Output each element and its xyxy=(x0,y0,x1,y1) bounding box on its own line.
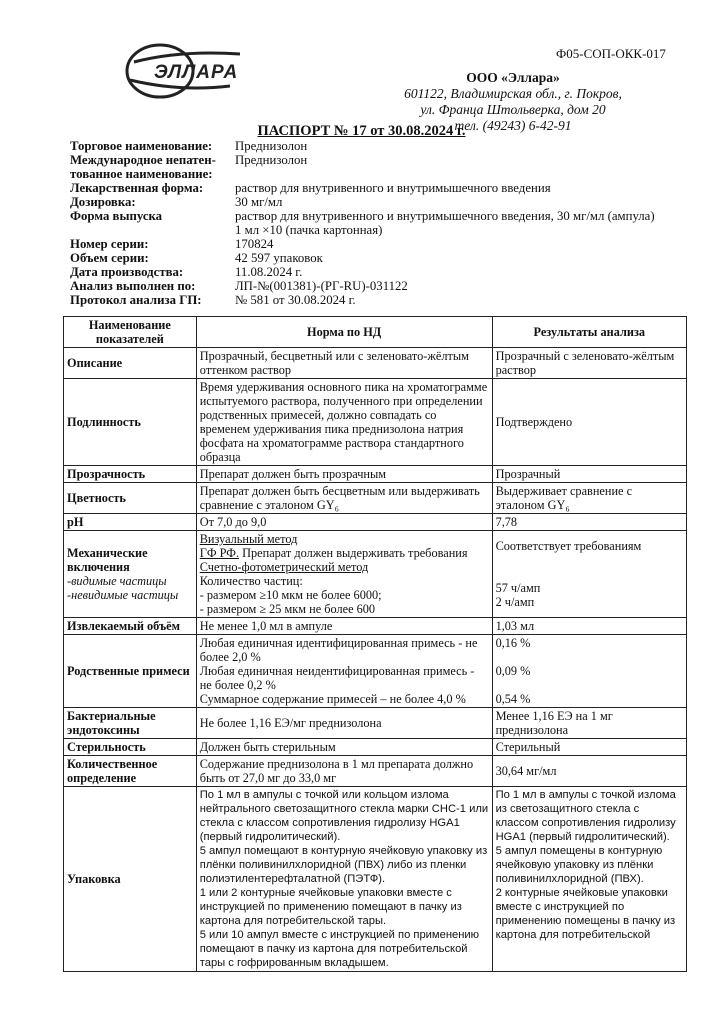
row-sub-name: -невидимые частицы xyxy=(67,588,179,602)
table-header-row xyxy=(64,317,687,348)
row-result-cell xyxy=(492,787,686,972)
table-row xyxy=(64,379,687,466)
field-row xyxy=(70,223,670,237)
result-text: По 1 мл в ампулы с точкой излома из светозащитного стекла с классом сопротивления гидролизу HGA1 (первый гидролитический). xyxy=(495,789,676,843)
norm-text: - размером ≥ 25 мкм не более 600 xyxy=(199,602,376,616)
row-name: Родственные примеси xyxy=(64,635,197,708)
column-header: Результаты анализа xyxy=(492,317,686,348)
table-row xyxy=(64,348,687,379)
document-code: Ф05-СОП-ОКК-017 xyxy=(556,46,666,61)
norm-method: Счетно-фотометрический метод xyxy=(199,560,369,574)
field-value: раствор для внутривенного и внутримышечного введения, 30 мг/мл (ампула) xyxy=(235,209,655,223)
row-result-cell xyxy=(492,531,686,618)
result-text: 2 контурные ячейковые упаковки вместе с инструкцией по применению помещены в пачку из картона для потребительской xyxy=(495,887,676,941)
field-label: Форма выпуска xyxy=(70,209,163,223)
field-label xyxy=(70,223,235,237)
table-row xyxy=(64,618,687,635)
norm-method: Визуальный метод xyxy=(199,532,298,546)
column-header: Наименование показателей xyxy=(64,317,197,348)
norm-text: По 1 мл в ампулы с точкой или кольцом излома нейтрального светозащитного стекла марки СНС-1 или стекла с классом сопротивления гидролизу HGA1 (первый гидролитический). xyxy=(199,789,489,843)
norm-text: Любая единичная неидентифицированная примесь - не более 0,2 % xyxy=(199,664,475,692)
field-row xyxy=(70,265,670,279)
field-label: Анализ выполнен по: xyxy=(70,279,196,293)
field-label: Международное непатен- xyxy=(70,153,216,167)
row-result: Выдерживает сравнение с эталоном GY₆ xyxy=(492,483,686,514)
row-norm: Препарат должен быть бесцветным или выдерживать сравнение с эталоном GY₆ xyxy=(196,483,492,514)
row-name-cell xyxy=(64,531,197,618)
row-result-cell xyxy=(492,635,686,708)
company-name: ООО «Эллара» xyxy=(466,70,560,85)
row-name: Извлекаемый объём xyxy=(64,618,197,635)
field-label: Лекарственная форма: xyxy=(70,181,204,195)
norm-text: Препарат должен выдерживать требования xyxy=(239,546,468,560)
field-value: № 581 от 30.08.2024 г. xyxy=(235,293,356,307)
result-text: Соответствует требованиям xyxy=(495,539,642,553)
table-row xyxy=(64,466,687,483)
table-row xyxy=(64,531,687,618)
table-row xyxy=(64,708,687,739)
table-row xyxy=(64,635,687,708)
page-title: ПАСПОРТ № 17 от 30.08.2024 г. xyxy=(257,123,466,139)
column-header: Норма по НД xyxy=(196,317,492,348)
company-address-2: ул. Франца Штольверка, дом 20 xyxy=(420,102,606,117)
field-value: 11.08.2024 г. xyxy=(235,265,303,279)
field-row xyxy=(70,293,670,307)
row-result: Подтверждено xyxy=(492,379,686,466)
norm-text: 5 ампул помещают в контурную ячейковую упаковку из плёнки поливинилхлоридной (ПВХ) либо из пленки полиэтилентерефталатной (ПЭТФ). xyxy=(199,845,488,885)
company-address-1: 601122, Владимирская обл., г. Покров, xyxy=(404,86,622,101)
norm-text: 1 или 2 контурные ячейковые упаковки вместе с инструкцией по применению помещают в пачку из картона для потребительской тары. xyxy=(199,887,462,927)
field-value: 42 597 упаковок xyxy=(235,251,323,265)
field-label: Торговое наименование: xyxy=(70,139,213,153)
row-result: Менее 1,16 ЕЭ на 1 мг преднизолона xyxy=(492,708,686,739)
analysis-table xyxy=(63,316,687,972)
row-result: 30,64 мг/мл xyxy=(492,756,686,787)
field-row xyxy=(70,139,670,153)
field-row xyxy=(70,195,670,209)
row-name: Механические включения xyxy=(67,546,148,574)
norm-text: Суммарное содержание примесей – не более 4,0 % xyxy=(199,692,466,706)
row-norm-cell xyxy=(196,531,492,618)
field-label: Номер серии: xyxy=(70,237,149,251)
norm-reference: ГФ РФ. xyxy=(199,546,240,560)
row-result: 7,78 xyxy=(492,514,686,531)
field-label: тованное наименование: xyxy=(70,167,213,181)
row-name: Количественное определение xyxy=(64,756,197,787)
table-row xyxy=(64,756,687,787)
row-norm-cell xyxy=(196,635,492,708)
field-row xyxy=(70,181,670,195)
row-result: Стерильный xyxy=(492,739,686,756)
norm-text: 5 или 10 ампул вместе с инструкцией по применению помещают в пачку из картона для потребительской тары с гофрированным вкладышем. xyxy=(199,929,480,969)
norm-text: - размером ≥10 мкм не более 6000; xyxy=(199,588,382,602)
field-value: ЛП-№(001381)-(РГ-RU)-031122 xyxy=(235,279,408,293)
field-label: Дозировка: xyxy=(70,195,136,209)
table-row xyxy=(64,739,687,756)
row-name: Стерильность xyxy=(64,739,197,756)
result-text: 2 ч/амп xyxy=(495,595,535,609)
field-value: раствор для внутривенного и внутримышечного введения xyxy=(235,181,551,195)
result-text: 57 ч/амп xyxy=(495,581,541,595)
field-row xyxy=(70,237,670,251)
field-label: Объем серии: xyxy=(70,251,149,265)
row-result: Прозрачный xyxy=(492,466,686,483)
field-value: 30 мг/мл xyxy=(235,195,283,209)
row-name: pH xyxy=(64,514,197,531)
table-row xyxy=(64,787,687,972)
row-norm: Время удерживания основного пика на хроматограмме испытуемого раствора, полученного при определении родственных примесей, должно совпадать со временем удерживания пика преднизолона натрия фосфата на хроматограмме раствора стандартного образца xyxy=(196,379,492,466)
row-name: Описание xyxy=(64,348,197,379)
company-phone: тел. (49243) 6-42-91 xyxy=(454,118,572,133)
row-norm: Должен быть стерильным xyxy=(196,739,492,756)
norm-text: Любая единичная идентифицированная примесь - не более 2,0 % xyxy=(199,636,478,664)
row-name: Прозрачность xyxy=(64,466,197,483)
logo-text: ЭЛЛАРА xyxy=(154,62,239,83)
field-row xyxy=(70,167,670,181)
field-value: 170824 xyxy=(235,237,274,251)
field-row xyxy=(70,279,670,293)
norm-requirement xyxy=(200,546,489,560)
row-name: Бактериальные эндотоксины xyxy=(64,708,197,739)
row-sub-name: -видимые частицы xyxy=(67,574,167,588)
result-text: 0,09 % xyxy=(495,664,531,678)
field-value: Преднизолон xyxy=(235,139,308,153)
norm-text: Количество частиц: xyxy=(199,574,303,588)
result-text: 0,54 % xyxy=(495,692,531,706)
field-row xyxy=(70,251,670,265)
row-norm: Препарат должен быть прозрачным xyxy=(196,466,492,483)
row-norm: Не менее 1,0 мл в ампуле xyxy=(196,618,492,635)
row-name: Подлинность xyxy=(64,379,197,466)
field-value: Преднизолон xyxy=(235,153,308,167)
result-text: 5 ампул помещены в контурную ячейковую упаковку из плёнки поливинилхлоридной (ПВХ). xyxy=(495,845,663,885)
row-norm-cell xyxy=(196,787,492,972)
row-norm: Не более 1,16 ЕЭ/мг преднизолона xyxy=(196,708,492,739)
field-value: 1 мл ×10 (пачка картонная) xyxy=(235,223,383,237)
field-label: Дата производства: xyxy=(70,265,184,279)
field-value xyxy=(235,167,670,181)
row-name: Упаковка xyxy=(64,787,197,972)
field-row xyxy=(70,209,670,223)
row-norm: Прозрачный, бесцветный или с зеленовато-жёлтым оттенком раствор xyxy=(196,348,492,379)
row-result: 1,03 мл xyxy=(492,618,686,635)
table-row xyxy=(64,483,687,514)
result-text: 0,16 % xyxy=(495,636,531,650)
row-result: Прозрачный с зеленовато-жёлтым раствор xyxy=(492,348,686,379)
table-row xyxy=(64,514,687,531)
passport-fields xyxy=(70,139,670,307)
row-norm: Содержание преднизолона в 1 мл препарата должно быть от 27,0 мг до 33,0 мг xyxy=(196,756,492,787)
row-name: Цветность xyxy=(64,483,197,514)
row-norm: От 7,0 до 9,0 xyxy=(196,514,492,531)
field-row xyxy=(70,153,670,167)
field-label: Протокол анализа ГП: xyxy=(70,293,202,307)
